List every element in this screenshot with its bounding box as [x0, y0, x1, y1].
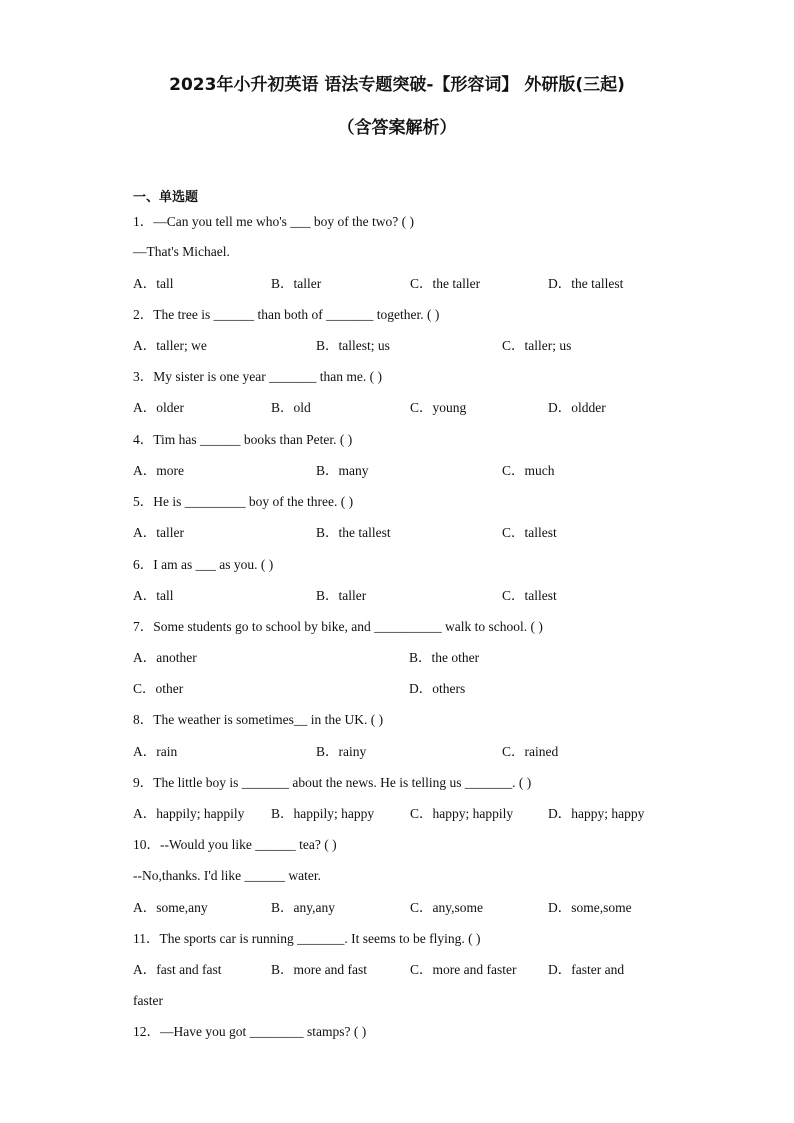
option-c[interactable]: C．any,some [410, 900, 483, 915]
option-c[interactable]: C．young [410, 400, 467, 415]
question-5-stem: 5．He is _________ boy of the three. ( ) [133, 494, 354, 509]
question-10-stem: 10．--Would you like ______ tea? ( ) [133, 837, 337, 852]
option-c[interactable]: C．tallest [502, 588, 557, 603]
option-c[interactable]: C．tallest [502, 525, 557, 540]
option-b[interactable]: B．any,any [271, 900, 335, 915]
option-b[interactable]: B．many [316, 463, 369, 478]
option-b[interactable]: B．happily; happy [271, 806, 375, 821]
page-title: 2023年小升初英语 语法专题突破-【形容词】 外研版(三起) [169, 75, 625, 95]
option-c[interactable]: C．taller; us [502, 338, 572, 353]
page-subtitle: （含答案解析） [337, 118, 457, 138]
option-d[interactable]: D．the tallest [548, 276, 624, 291]
option-b[interactable]: B．more and fast [271, 962, 367, 977]
option-b[interactable]: B．taller [316, 588, 367, 603]
option-d[interactable]: D．others [409, 681, 466, 696]
question-3-stem: 3．My sister is one year _______ than me. ( ) [133, 369, 382, 384]
question-9-stem: 9．The little boy is _______ about the news. He is telling us _______. ( ) [133, 775, 532, 790]
option-d[interactable]: D．happy; happy [548, 806, 645, 821]
option-d[interactable]: D．some,some [548, 900, 632, 915]
question-1-stem: 1．—Can you tell me who's ___ boy of the two? ( ) [133, 214, 415, 229]
option-c[interactable]: C．other [133, 681, 184, 696]
question-10-reply: --No,thanks. I'd like ______ water. [133, 868, 322, 883]
option-c[interactable]: C．much [502, 463, 555, 478]
option-a[interactable]: A．more [133, 463, 184, 478]
question-2-stem: 2．The tree is ______ than both of _______ together. ( ) [133, 307, 440, 322]
question-11-stem: 11．The sports car is running _______. It seems to be flying. ( ) [133, 931, 481, 946]
option-b[interactable]: B．the other [409, 650, 480, 665]
option-a[interactable]: A．tall [133, 276, 174, 291]
option-d[interactable]: D．oldder [548, 400, 606, 415]
question-1-reply: —That's Michael. [133, 244, 230, 259]
section-heading: 一、单选题 [133, 190, 199, 205]
option-a[interactable]: A．rain [133, 744, 178, 759]
option-b[interactable]: B．the tallest [316, 525, 391, 540]
option-b[interactable]: B．taller [271, 276, 322, 291]
option-c[interactable]: C．happy; happily [410, 806, 514, 821]
question-12-stem: 12．—Have you got ________ stamps? ( ) [133, 1024, 367, 1039]
option-d[interactable]: D．faster and [548, 962, 625, 977]
question-8-stem: 8．The weather is sometimes__ in the UK. ( ) [133, 712, 384, 727]
option-a[interactable]: A．another [133, 650, 197, 665]
option-b[interactable]: B．tallest; us [316, 338, 390, 353]
option-b[interactable]: B．rainy [316, 744, 367, 759]
option-c[interactable]: C．rained [502, 744, 559, 759]
option-a[interactable]: A．happily; happily [133, 806, 245, 821]
option-a[interactable]: A．fast and fast [133, 962, 222, 977]
option-a[interactable]: A．tall [133, 588, 174, 603]
option-a[interactable]: A．some,any [133, 900, 208, 915]
question-7-stem: 7．Some students go to school by bike, and __________ walk to school. ( ) [133, 619, 543, 634]
question-6-stem: 6．I am as ___ as you. ( ) [133, 557, 274, 572]
option-c[interactable]: C．the taller [410, 276, 481, 291]
option-c[interactable]: C．more and faster [410, 962, 517, 977]
option-b[interactable]: B．old [271, 400, 311, 415]
question-4-stem: 4．Tim has ______ books than Peter. ( ) [133, 432, 353, 447]
question-11-option-d-wrap: faster [133, 993, 163, 1008]
option-a[interactable]: A．older [133, 400, 184, 415]
option-a[interactable]: A．taller [133, 525, 184, 540]
option-a[interactable]: A．taller; we [133, 338, 207, 353]
